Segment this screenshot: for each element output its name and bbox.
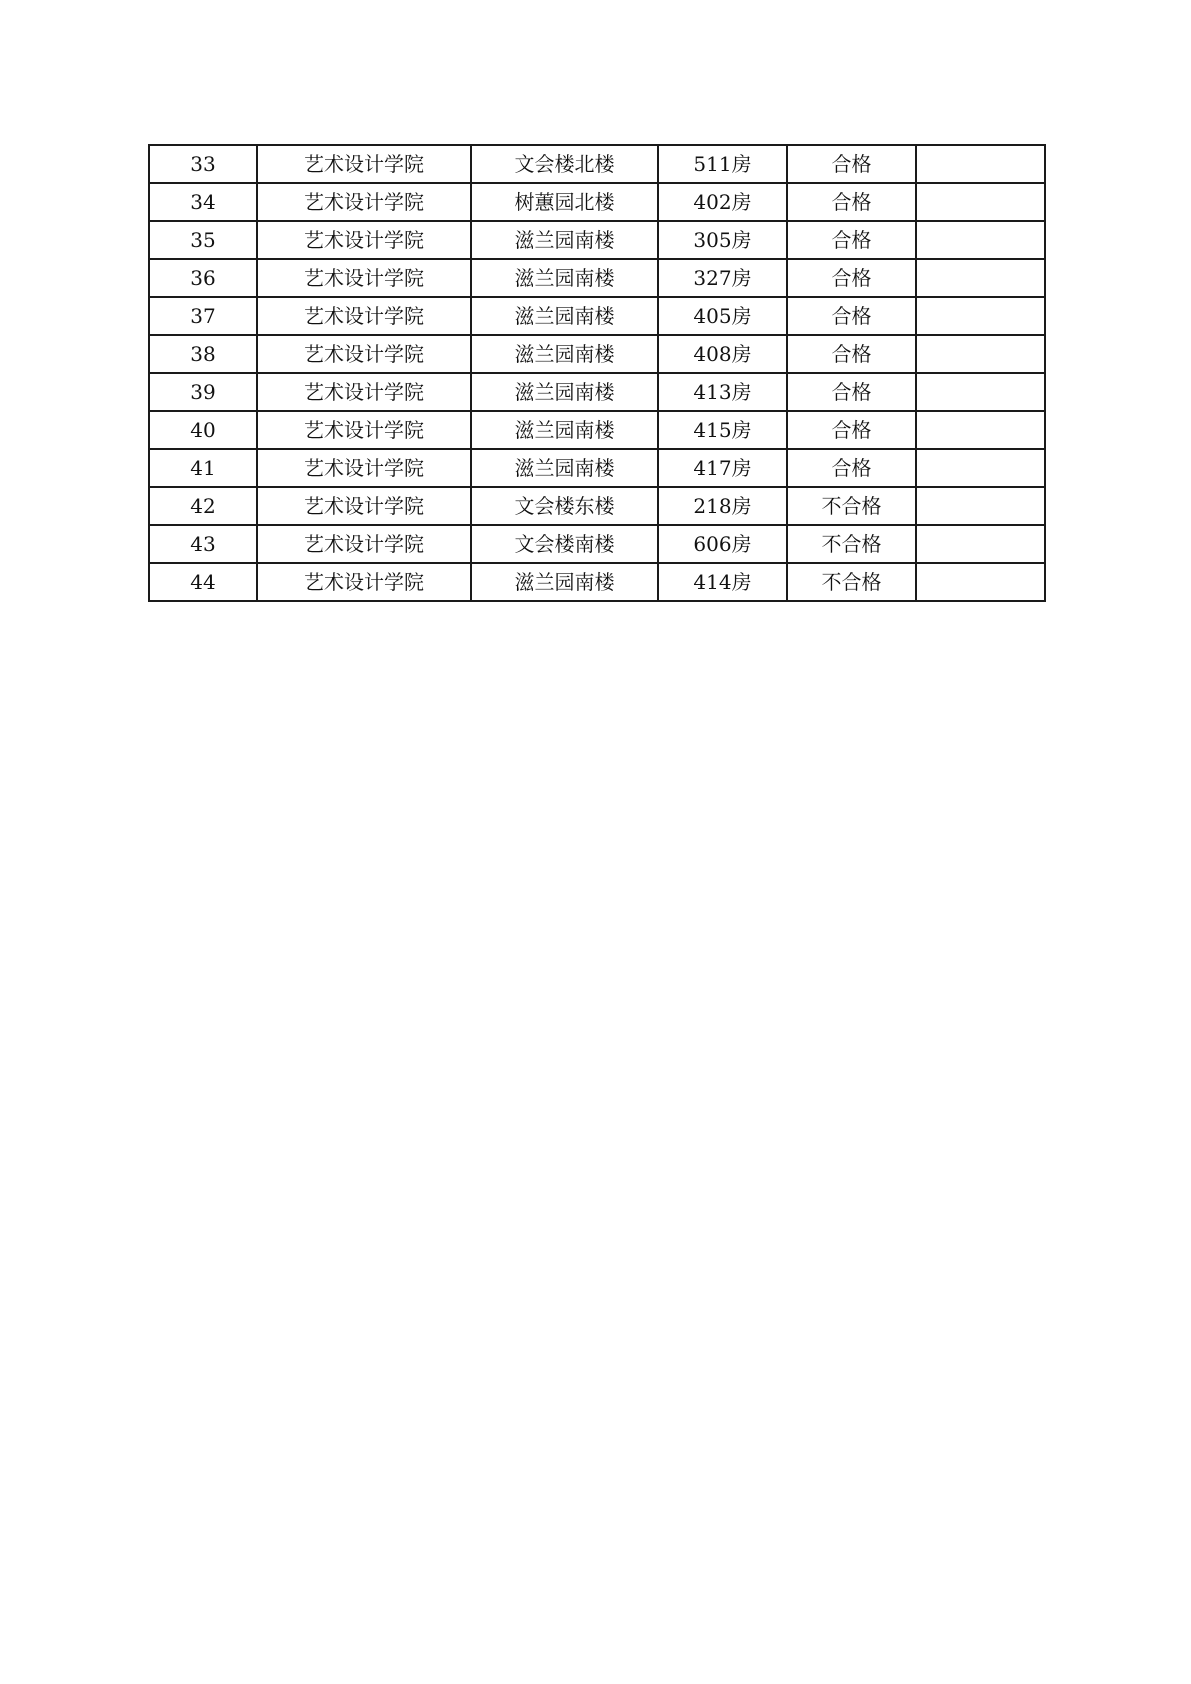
cell-result: 合格 (787, 221, 916, 259)
cell-no: 44 (149, 563, 257, 601)
cell-building: 树蕙园北楼 (471, 183, 658, 221)
cell-no: 34 (149, 183, 257, 221)
table-row (149, 373, 1045, 411)
cell-result: 不合格 (787, 487, 916, 525)
cell-room: 415房 (658, 411, 787, 449)
table-row (149, 259, 1045, 297)
cell-building: 滋兰园南楼 (471, 335, 658, 373)
cell-no: 41 (149, 449, 257, 487)
dorm-inspection-table (148, 144, 1046, 602)
cell-college: 艺术设计学院 (257, 297, 471, 335)
cell-remark (916, 259, 1045, 297)
cell-remark (916, 449, 1045, 487)
cell-room: 417房 (658, 449, 787, 487)
table-row (149, 449, 1045, 487)
cell-building: 滋兰园南楼 (471, 259, 658, 297)
cell-remark (916, 411, 1045, 449)
table-row (149, 221, 1045, 259)
cell-room: 606房 (658, 525, 787, 563)
cell-college: 艺术设计学院 (257, 221, 471, 259)
cell-result: 合格 (787, 373, 916, 411)
table-row (149, 183, 1045, 221)
cell-college: 艺术设计学院 (257, 563, 471, 601)
cell-college: 艺术设计学院 (257, 449, 471, 487)
cell-remark (916, 145, 1045, 183)
cell-room: 327房 (658, 259, 787, 297)
cell-no: 36 (149, 259, 257, 297)
cell-result: 合格 (787, 449, 916, 487)
cell-building: 滋兰园南楼 (471, 221, 658, 259)
cell-room: 405房 (658, 297, 787, 335)
cell-result: 合格 (787, 335, 916, 373)
cell-room: 414房 (658, 563, 787, 601)
table-row (149, 297, 1045, 335)
cell-room: 218房 (658, 487, 787, 525)
cell-no: 42 (149, 487, 257, 525)
cell-no: 43 (149, 525, 257, 563)
cell-room: 402房 (658, 183, 787, 221)
cell-remark (916, 297, 1045, 335)
cell-no: 35 (149, 221, 257, 259)
cell-building: 滋兰园南楼 (471, 563, 658, 601)
cell-result: 合格 (787, 259, 916, 297)
cell-building: 滋兰园南楼 (471, 297, 658, 335)
table-body (149, 145, 1045, 601)
cell-room: 305房 (658, 221, 787, 259)
cell-result: 合格 (787, 411, 916, 449)
cell-building: 滋兰园南楼 (471, 373, 658, 411)
table-row (149, 411, 1045, 449)
cell-building: 滋兰园南楼 (471, 411, 658, 449)
cell-remark (916, 525, 1045, 563)
cell-no: 38 (149, 335, 257, 373)
cell-no: 40 (149, 411, 257, 449)
cell-college: 艺术设计学院 (257, 411, 471, 449)
cell-result: 合格 (787, 183, 916, 221)
cell-college: 艺术设计学院 (257, 373, 471, 411)
cell-college: 艺术设计学院 (257, 145, 471, 183)
cell-remark (916, 487, 1045, 525)
cell-no: 33 (149, 145, 257, 183)
cell-remark (916, 373, 1045, 411)
cell-result: 合格 (787, 145, 916, 183)
table-row (149, 525, 1045, 563)
cell-result: 不合格 (787, 525, 916, 563)
cell-college: 艺术设计学院 (257, 183, 471, 221)
table-row (149, 563, 1045, 601)
cell-result: 不合格 (787, 563, 916, 601)
cell-college: 艺术设计学院 (257, 259, 471, 297)
cell-remark (916, 183, 1045, 221)
cell-room: 408房 (658, 335, 787, 373)
cell-no: 39 (149, 373, 257, 411)
cell-room: 413房 (658, 373, 787, 411)
cell-college: 艺术设计学院 (257, 525, 471, 563)
cell-room: 511房 (658, 145, 787, 183)
table-row (149, 487, 1045, 525)
table-row (149, 145, 1045, 183)
cell-building: 文会楼北楼 (471, 145, 658, 183)
cell-no: 37 (149, 297, 257, 335)
cell-remark (916, 563, 1045, 601)
cell-remark (916, 221, 1045, 259)
cell-result: 合格 (787, 297, 916, 335)
table-row (149, 335, 1045, 373)
cell-remark (916, 335, 1045, 373)
cell-college: 艺术设计学院 (257, 335, 471, 373)
cell-building: 文会楼东楼 (471, 487, 658, 525)
cell-college: 艺术设计学院 (257, 487, 471, 525)
cell-building: 滋兰园南楼 (471, 449, 658, 487)
cell-building: 文会楼南楼 (471, 525, 658, 563)
